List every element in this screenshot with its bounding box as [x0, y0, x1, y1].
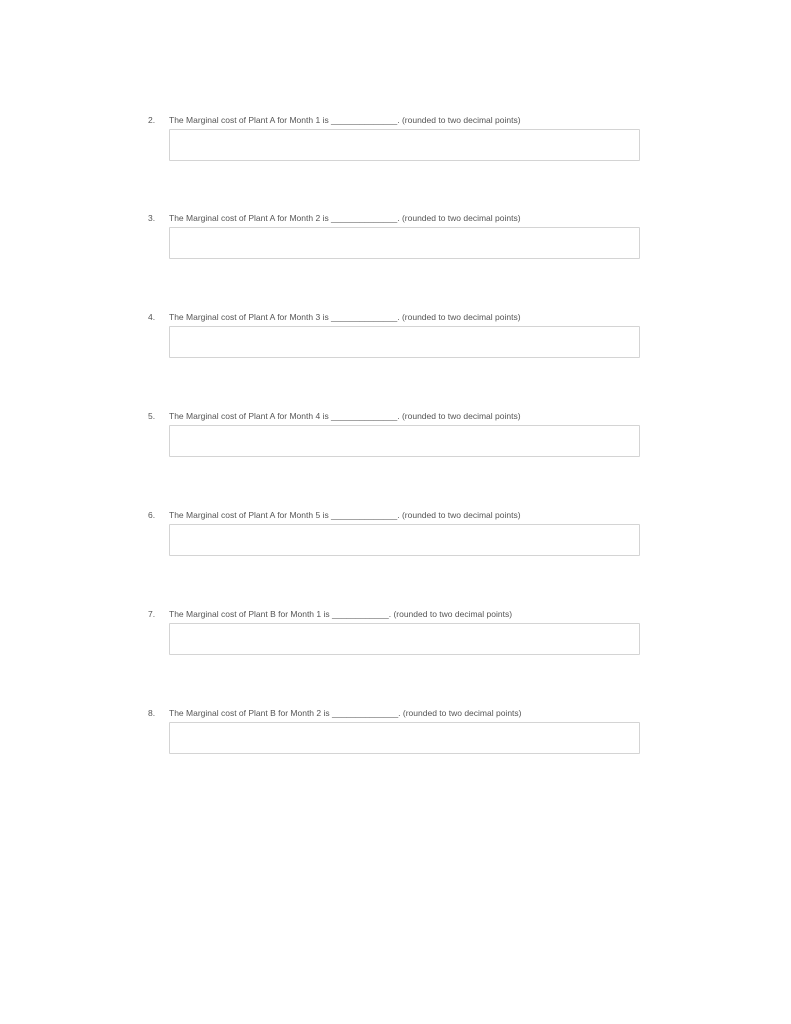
question-text: The Marginal cost of Plant A for Month 1 is ______________. (rounded to two decimal points)	[169, 115, 521, 125]
question-prompt	[148, 706, 521, 720]
question-prompt	[148, 409, 521, 423]
question-text: The Marginal cost of Plant A for Month 4 is ______________. (rounded to two decimal points)	[169, 411, 521, 421]
answer-input[interactable]	[169, 326, 640, 358]
question-text: The Marginal cost of Plant A for Month 2 is ______________. (rounded to two decimal points)	[169, 213, 521, 223]
question-prompt	[148, 113, 521, 127]
question-number: 5.	[148, 411, 156, 421]
question-text: The Marginal cost of Plant B for Month 2 is ______________. (rounded to two decimal points)	[169, 708, 522, 718]
question-number: 3.	[148, 213, 156, 223]
question-number: 2.	[148, 115, 156, 125]
question-text: The Marginal cost of Plant A for Month 3 is ______________. (rounded to two decimal points)	[169, 312, 521, 322]
question-number: 7.	[148, 609, 156, 619]
question-prompt	[148, 508, 521, 522]
answer-input[interactable]	[169, 524, 640, 556]
question-number: 4.	[148, 312, 156, 322]
question-number: 6.	[148, 510, 156, 520]
answer-input[interactable]	[169, 623, 640, 655]
question-text: The Marginal cost of Plant A for Month 5 is ______________. (rounded to two decimal points)	[169, 510, 521, 520]
answer-input[interactable]	[169, 227, 640, 259]
answer-input[interactable]	[169, 425, 640, 457]
answer-input[interactable]	[169, 722, 640, 754]
question-number: 8.	[148, 708, 156, 718]
answer-input[interactable]	[169, 129, 640, 161]
question-text: The Marginal cost of Plant B for Month 1 is ____________. (rounded to two decimal points)	[169, 609, 513, 619]
question-prompt	[148, 211, 521, 225]
question-prompt	[148, 310, 521, 324]
question-prompt	[148, 607, 512, 621]
